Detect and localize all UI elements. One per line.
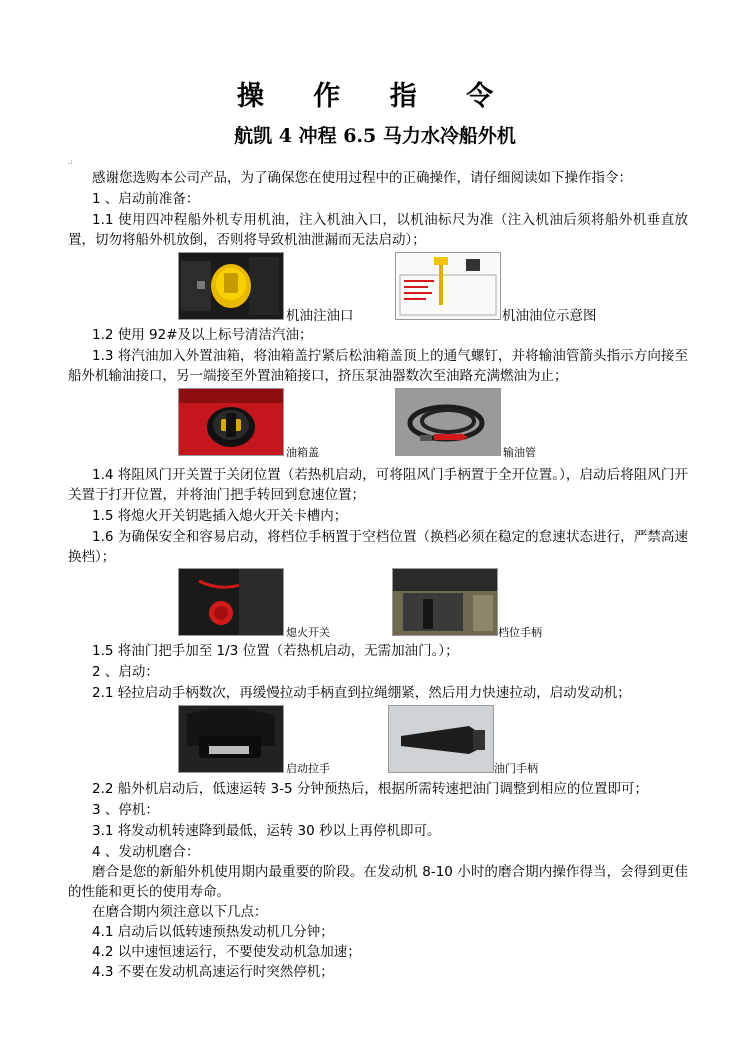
caption-throttle: 油门手柄 [494, 762, 538, 775]
step-1-1: 1.1 使用四冲程船外机专用机油，注入机油入口，以机油标尺为准（注入机油后须将船外机垂直放置，切勿将船外机放倒，否则将导致机油泄漏而无法启动）； [68, 212, 688, 248]
caption-gear-lever: 档位手柄 [498, 626, 542, 639]
break-in-paragraph: 磨合是您的新船外机使用期内最重要的阶段。在发动机 8-10 小时的磨合期内操作得当，会得到更佳的性能和更长的使用寿命。 [68, 864, 688, 900]
step-1-5-key: 1.5 将熄火开关钥匙插入熄火开关卡槽内； [92, 508, 348, 524]
caption-fuel-line: 输油管 [503, 446, 536, 459]
start-handle-photo [178, 705, 284, 773]
tank-cap-photo [178, 388, 284, 456]
section-4-heading: 4 、发动机磨合： [92, 844, 200, 860]
intro-paragraph: 感谢您选购本公司产品，为了确保您在使用过程中的正确操作，请仔细阅读如下操作指令： [92, 170, 632, 186]
caption-kill-switch: 熄火开关 [286, 626, 330, 639]
step-4-1: 4.1 启动后以低转速预热发动机几分钟； [92, 924, 334, 940]
step-1-5-throttle: 1.5 将油门把手加至 1/3 位置（若热机启动，无需加油门。）； [92, 643, 459, 659]
step-4-3: 4.3 不要在发动机高速运行时突然停机； [92, 964, 334, 980]
oil-inlet-photo [178, 252, 284, 320]
page-title: 操 作 指 令 [236, 81, 514, 112]
caption-start-handle: 启动拉手 [286, 762, 330, 775]
step-2-1: 2.1 轻拉启动手柄数次，再缓慢拉动手柄直到拉绳绷紧，然后用力快速拉动，启动发动机； [92, 685, 631, 701]
section-2-heading: 2 、启动： [92, 664, 159, 680]
kill-switch-photo [178, 568, 284, 636]
stray-mark: .: [68, 158, 73, 166]
step-1-6: 1.6 为确保安全和容易启动，将档位手柄置于空档位置（换档必须在稳定的怠速状态进行，严禁高速换档）； [68, 529, 688, 565]
step-1-2: 1.2 使用 92#及以上标号清洁汽油； [92, 327, 313, 343]
page-subtitle: 航凯 4 冲程 6.5 马力水冷船外机 [234, 125, 516, 147]
gear-lever-photo [392, 568, 498, 636]
section-3-heading: 3 、停机： [92, 802, 159, 818]
step-4-2: 4.2 以中速恒速运行，不要使发动机急加速； [92, 944, 361, 960]
caption-oil-level: 机油油位示意图 [502, 308, 597, 324]
throttle-photo [388, 705, 494, 773]
caption-tank-cap: 油箱盖 [286, 446, 319, 459]
break-in-notes-heading: 在磨合期内须注意以下几点： [92, 904, 268, 920]
step-2-2: 2.2 船外机启动后，低速运转 3-5 分钟预热后，根据所需转速把油门调整到相应的位置即可； [92, 781, 648, 797]
fuel-line-photo [395, 388, 501, 456]
caption-oil-inlet: 机油注油口 [286, 308, 354, 324]
step-1-4: 1.4 将阻风门开关置于关闭位置（若热机启动，可将阻风门手柄置于全开位置。），启动后将阻风门开关置于打开位置，并将油门把手转回到怠速位置； [68, 467, 688, 503]
step-1-3: 1.3 将汽油加入外置油箱，将油箱盖拧紧后松油箱盖顶上的通气螺钉，并将输油管箭头指示方向接至船外机输油接口，另一端接至外置油箱接口，挤压泵油器数次至油路充满燃油为止； [68, 348, 688, 384]
step-3-1: 3.1 将发动机转速降到最低，运转 30 秒以上再停机即可。 [92, 823, 441, 839]
section-1-heading: 1 、启动前准备： [92, 191, 200, 207]
oil-level-diagram [395, 252, 501, 320]
